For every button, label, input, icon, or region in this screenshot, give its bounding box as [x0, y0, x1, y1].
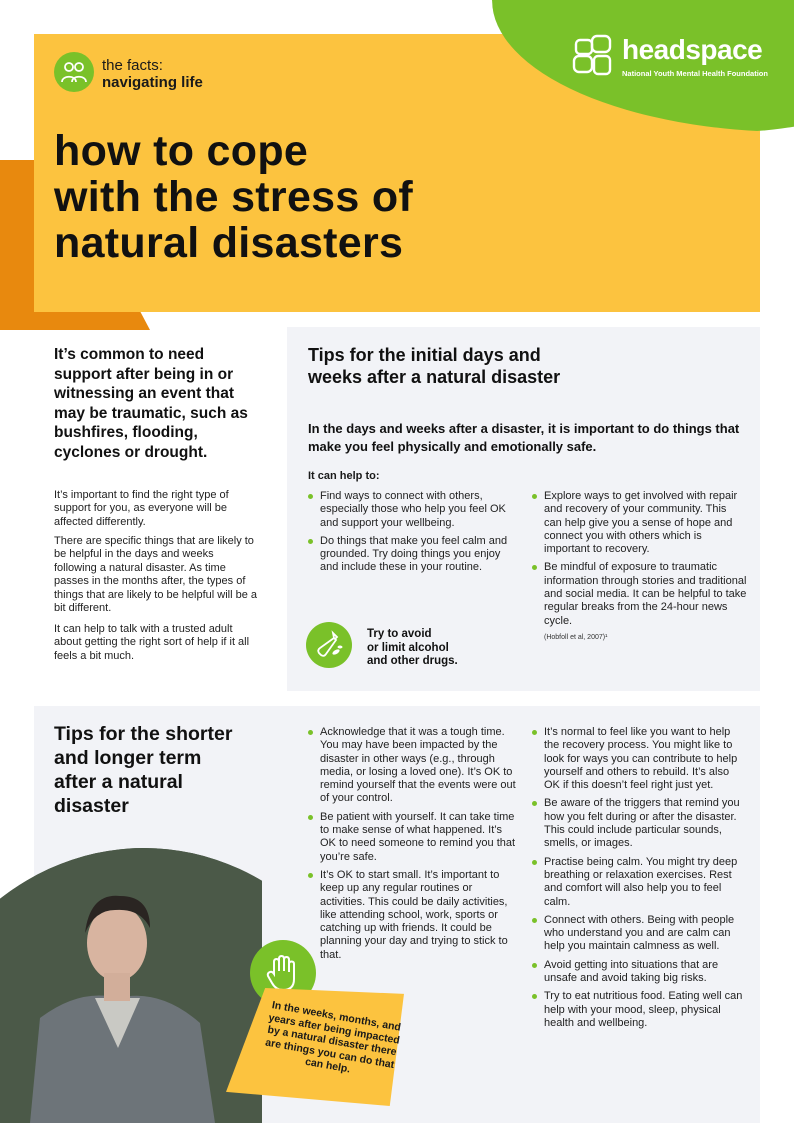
young-person-photo — [0, 848, 262, 1123]
list-item: Connect with others. Being with people who understand you and are calm can help you maintain calmness as well. — [532, 914, 747, 954]
alcohol-tip — [367, 628, 477, 669]
initial-heading-line-2: weeks after a natural disaster — [308, 367, 561, 387]
alcohol-tip-line-1: Try to avoid — [367, 628, 432, 640]
list-item: Avoid getting into situations that are unsafe and avoid taking big risks. — [532, 959, 747, 986]
intro-paragraph-1: It’s important to find the right type of support for you, as everyone will be affected differently. — [54, 489, 229, 528]
alcohol-tip-line-3: and other drugs. — [367, 655, 458, 667]
longer-heading-line-1: Tips for the shorter — [54, 723, 233, 745]
list-item: Be aware of the triggers that remind you how you felt during or after the disaster. This could include particular sounds, smells, or images. — [532, 797, 747, 850]
initial-heading-line-1: Tips for the initial days and — [308, 345, 541, 365]
series-line-1: the facts: — [102, 57, 163, 74]
list-item: Be mindful of exposure to traumatic information through stories and traditional and social media. It can be helpful to take regular breaks from the 24-hour news cycle. — [532, 561, 747, 627]
page-title — [54, 128, 674, 266]
longer-tips-heading — [54, 722, 284, 818]
intro-paragraph-2: There are specific things that are likely to be helpful in the days and weeks following a natural disaster. As time passes in the months after, the types of things that are likely to be helpful will be a bit different. — [54, 535, 258, 615]
intro-paragraph-3: It can help to talk with a trusted adult about getting the right sort of help if it all feels a bit much. — [54, 623, 250, 662]
title-line-2: with the stress of — [54, 173, 414, 221]
series-label — [102, 57, 203, 91]
intro-heading: It’s common to need support after being in or witnessing an event that may be traumatic, such as bushfires, flooding, cyclones or drought. — [54, 346, 248, 461]
initial-lead: In the days and weeks after a disaster, it is important to do things that make you feel physically and emotionally safe. — [308, 421, 740, 454]
list-item: Acknowledge that it was a tough time. You may have been impacted by the disaster in other ways (e.g., through media, or losing a loved one). It’s OK to remind yourself that the events were out of your control. — [308, 726, 518, 806]
list-item: Do things that make you feel calm and grounded. Try doing things you enjoy and include these in your routine. — [308, 535, 518, 575]
list-item: Find ways to connect with others, especially those who help you feel OK and support your wellbeing. — [308, 490, 518, 530]
list-item: It’s OK to start small. It’s important to keep up any regular routines or activities. This could be daily activities, like attending school, work, sports or catching up with friends. It could be planning your day and trying to stick to that. — [308, 869, 518, 962]
it-can-help-label: It can help to: — [308, 470, 380, 482]
longer-right-list — [532, 726, 747, 1035]
citation: (Hobfoll et al, 2007)¹ — [544, 634, 608, 641]
longer-heading-line-3: after a natural — [54, 771, 183, 793]
list-item: It’s normal to feel like you want to help the recovery process. You might like to look for ways you can contribute to help yourself and others to rebuild. It’s also OK if this doesn’t feel right just yet. — [532, 726, 747, 792]
list-item: Explore ways to get involved with repair and recovery of your community. This can help give you a sense of hope and connect you with others which is important to recovery. — [532, 490, 747, 556]
initial-right-list — [532, 490, 747, 633]
title-line-1: how to cope — [54, 127, 309, 175]
brand-tagline: National Youth Mental Health Foundation — [622, 69, 768, 78]
alcohol-tip-line-2: or limit alcohol — [367, 641, 449, 654]
series-line-2: navigating life — [102, 74, 203, 91]
list-item: Practise being calm. You might try deep breathing or relaxation exercises. Rest and comfort will also help you to feel calm. — [532, 856, 747, 909]
list-item: Try to eat nutritious food. Eating well can help with your mood, sleep, physical health and wellbeing. — [532, 990, 747, 1030]
callout-text: In the weeks, months, and years after being impacted by a natural disaster there are things you can do that can help. — [264, 999, 402, 1076]
longer-middle-list — [308, 726, 518, 967]
brand-name: headspace — [622, 34, 763, 65]
list-item: Be patient with yourself. It can take time to make sense of what happened. It’s OK to need someone to remind you that you’re safe. — [308, 811, 518, 864]
longer-heading-line-2: and longer term — [54, 747, 202, 769]
headspace-logo-icon — [572, 34, 616, 78]
initial-left-list — [308, 490, 518, 580]
longer-heading-line-4: disaster — [54, 795, 129, 817]
bottle-and-pills-icon — [306, 622, 352, 668]
title-line-3: natural disasters — [54, 219, 404, 267]
two-people-icon — [54, 52, 94, 92]
initial-tips-heading — [308, 344, 748, 388]
